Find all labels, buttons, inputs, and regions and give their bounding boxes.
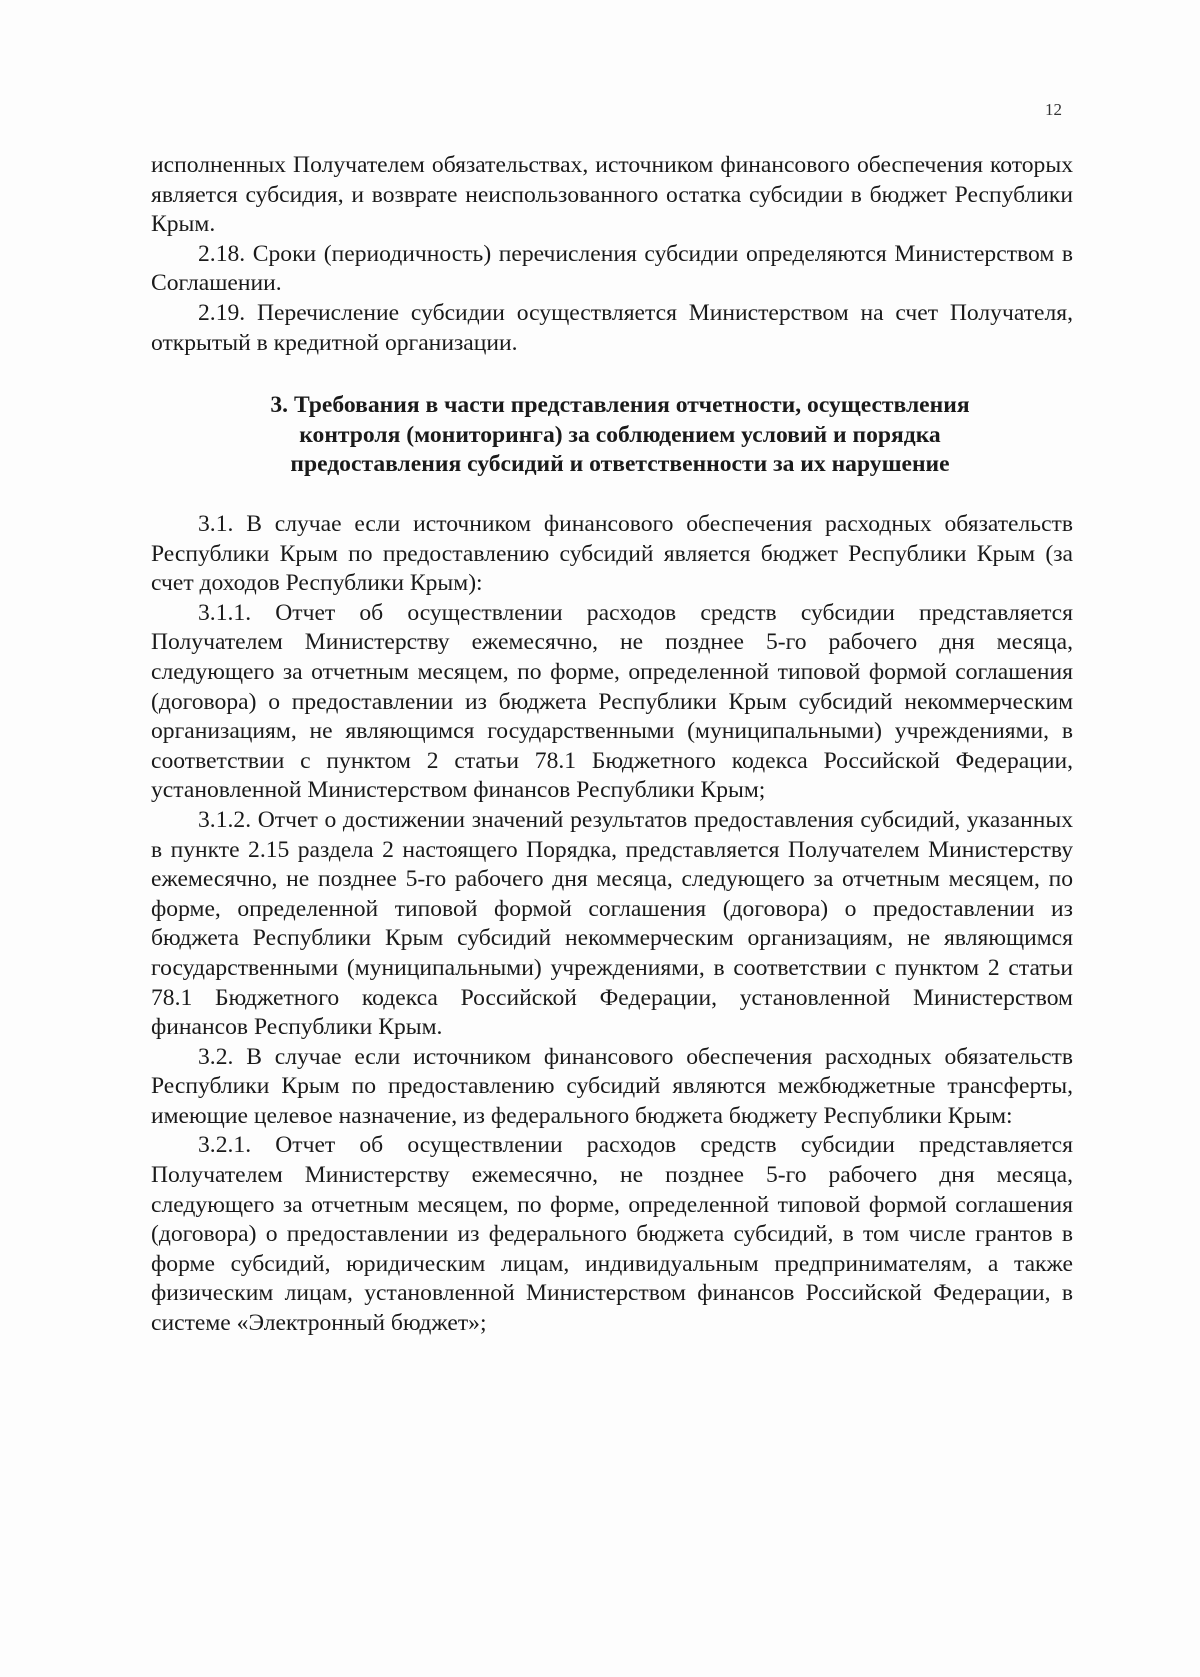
paragraph-3-1: 3.1. В случае если источником финансового обеспечения расходных обязательств Республики Крым по предоставлению субсидий является бюджет Республики Крым (за счет доходов Республики Крым): (151, 511, 1073, 597)
section-3-title-line-1: 3. Требования в части представления отчетности, осуществления (270, 392, 970, 418)
paragraph-3-1-2: 3.1.2. Отчет о достижении значений результатов предоставления субсидий, указанных в пункте 2.15 раздела 2 настоящего Порядка, представляется Получателем Министерству ежемесячно, не позднее 5-го рабочего дня месяца, следующего за отчетным месяцем, по форме, определенной типовой формой соглашения (договора) о предоставлении из бюджета Республики Крым субсидий некоммерческим организациям, не являющимся государственными (муниципальными) учреждениями, в соответствии с пунктом 2 статьи 78.1 Бюджетного кодекса Российской Федерации, установленной Министерством финансов Республики Крым. (151, 806, 1073, 1041)
paragraph-2-18: 2.18. Сроки (периодичность) перечисления субсидии определяются Министерством в Соглашении. (151, 240, 1073, 297)
section-3-title-line-3: предоставления субсидий и ответственности за их нарушение (290, 451, 950, 478)
paragraph-2-19: 2.19. Перечисление субсидии осуществляется Министерством на счет Получателя, открытый в кредитной организации. (151, 299, 1073, 356)
section-3-title (200, 391, 1040, 480)
section-3-body (151, 510, 1073, 1339)
paragraph-3-2: 3.2. В случае если источником финансового обеспечения расходных обязательств Республики Крым по предоставлению субсидий являются межбюджетные трансферты, имеющие целевое назначение, из федерального бюджета бюджету Республики Крым: (151, 1043, 1073, 1129)
paragraph-3-1-1: 3.1.1. Отчет об осуществлении расходов средств субсидии представляется Получателем Министерству ежемесячно, не позднее 5-го рабочего дня месяца, следующего за отчетным месяцем, по форме, определенной типовой формой соглашения (договора) о предоставлении из бюджета Республики Крым субсидий некоммерческим организациям, не являющимся государственными (муниципальными) учреждениями, в соответствии с пунктом 2 статьи 78.1 Бюджетного кодекса Российской Федерации, установленной Министерством финансов Республики Крым; (151, 599, 1073, 804)
paragraph-3-2-1: 3.2.1. Отчет об осуществлении расходов средств субсидии представляется Получателем Министерству ежемесячно, не позднее 5-го рабочего дня месяца, следующего за отчетным месяцем, по форме, определенной типовой формой соглашения (договора) о предоставлении из федерального бюджета субсидий, в том числе грантов в форме субсидий, юридическим лицам, индивидуальным предпринимателям, а также физическим лицам, установленной Министерством финансов Российской Федерации, в системе «Электронный бюджет»; (151, 1132, 1073, 1337)
page-number: 12 (1045, 100, 1062, 119)
paragraph-continuation: исполненных Получателем обязательствах, источником финансового обеспечения которых является субсидия, и возврате неиспользованного остатка субсидии в бюджет Республики Крым. (151, 152, 1073, 238)
section-2-tail (151, 151, 1073, 358)
section-3-title-line-2: контроля (мониторинга) за соблюдением условий и порядка (299, 421, 941, 448)
